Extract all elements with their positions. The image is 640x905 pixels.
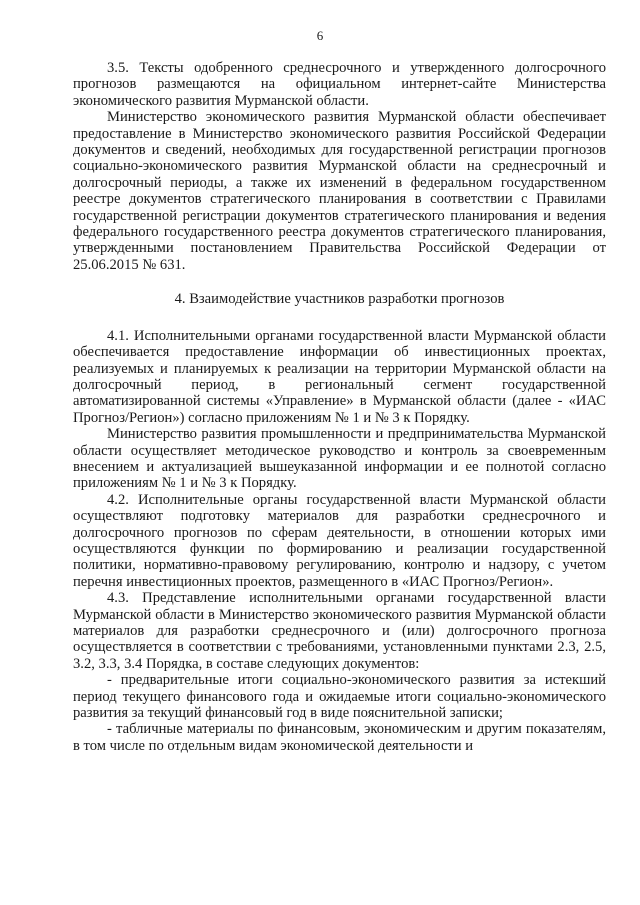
list-item: - предварительные итоги социально-экономического развития за истекший период текущего финансового года и ожидаемые итоги социально-экономического развития за текущий финансовый год в виде пояснительной записки; (73, 672, 606, 722)
list-item: - табличные материалы по финансовым, экономическим и другим показателям, в том числе по отдельным видам экономической деятельности и (73, 721, 606, 754)
paragraph-registration: Министерство экономического развития Мурманской области обеспечивает предоставление в Министерство экономического развития Российской Федерации документов и сведений, необходимых для государственной регистрации прогнозов социально-экономического развития Мурманской области на среднесрочный и долгосрочный периоды, а также их изменений в федеральном государственном реестре документов стратегического планирования в соответствии с Правилами государственной регистрации документов стратегического планирования и ведения федерального государственного реестра документов стратегического планирования, утвержденными постановлением Правительства Российской Федерации от 25.06.2015 № 631. (73, 109, 606, 273)
paragraph-ministry-industry: Министерство развития промышленности и предпринимательства Мурманской области осуществляет методическое руководство и контроль за своевременным внесением и актуализацией вышеуказанной информации и ее полнотой согласно приложениям № 1 и № 3 к Порядку. (73, 426, 606, 492)
paragraph-4-2: 4.2. Исполнительные органы государственной власти Мурманской области осуществляют подготовку материалов для разработки среднесрочного и долгосрочного прогнозов по сферам деятельности, в отношении которых ими осуществляются функции по формированию и реализации государственной политики, нормативно-правовому регулированию, контролю и надзору, с учетом перечня инвестиционных проектов, размещенного в «ИАС Прогноз/Регион». (73, 491, 606, 590)
section-heading: 4. Взаимодействие участников разработки прогнозов (174, 291, 505, 308)
document-body (73, 60, 606, 754)
page-number: 6 (316, 28, 324, 43)
paragraph-4-3: 4.3. Представление исполнительными органами государственной власти Мурманской области в Министерство экономического развития Мурманской области материалов для разработки среднесрочного и (или) долгосрочного прогноза осуществляется в соответствии с требованиями, установленными пунктами 2.3, 2.5, 3.2, 3.3, 3.4 Порядка, в составе следующих документов: (73, 590, 606, 672)
paragraph-4-1: 4.1. Исполнительными органами государственной власти Мурманской области обеспечивается предоставление информации об инвестиционных проектах, реализуемых и планируемых к реализации на территории Мурманской области на долгосрочный период, в региональный сегмент государственной автоматизированной системы «Управление» в Мурманской области (далее - «ИАС Прогноз/Регион») согласно приложениям № 1 и № 3 к Порядку. (73, 327, 606, 426)
paragraph-3-5: 3.5. Тексты одобренного среднесрочного и утвержденного долгосрочного прогнозов размещаются на официальном интернет-сайте Министерства экономического развития Мурманской области. (73, 60, 606, 109)
